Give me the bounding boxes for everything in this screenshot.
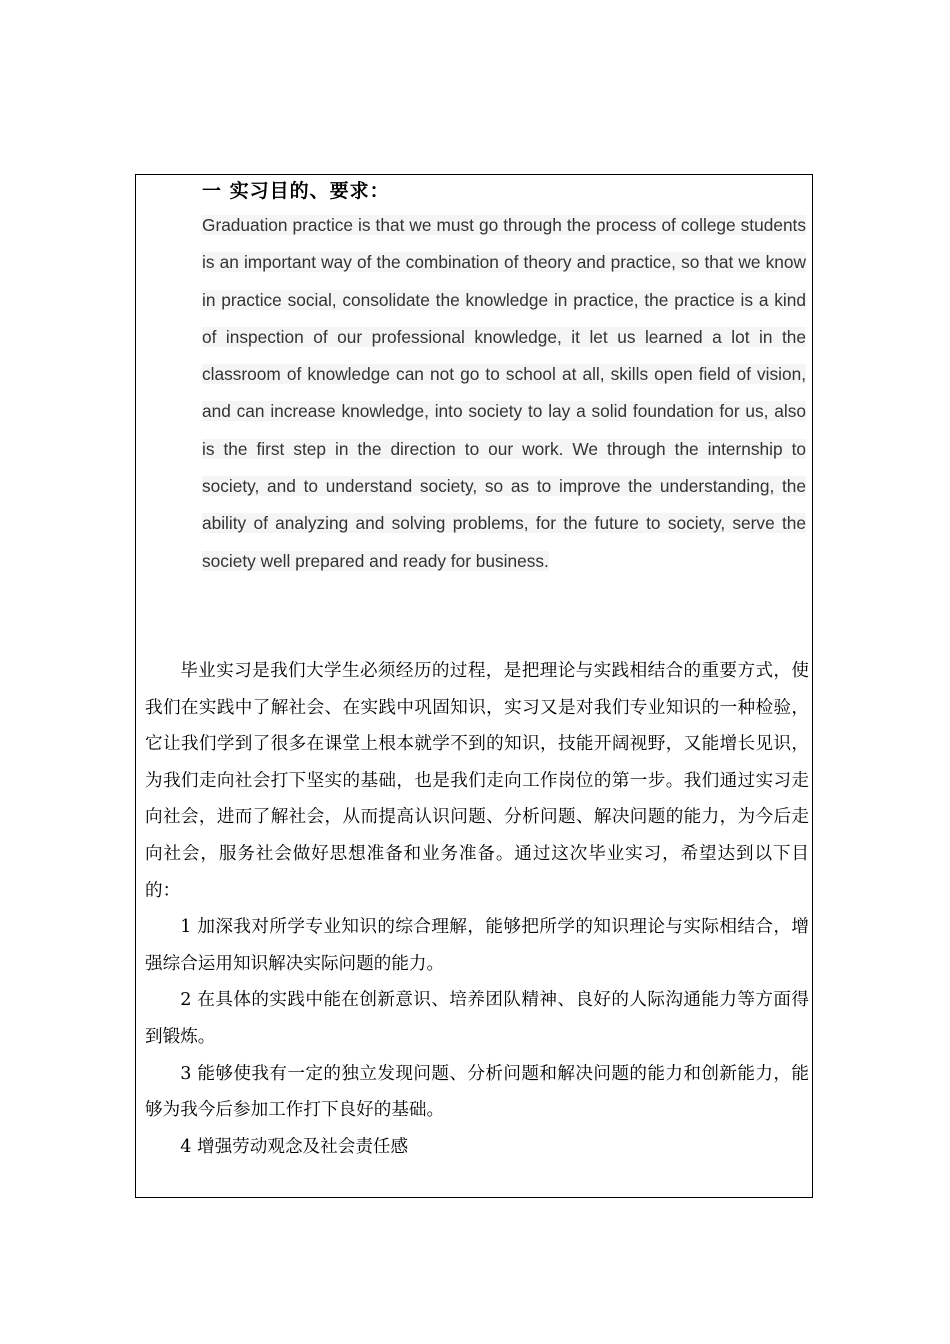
chinese-paragraph-intro: 毕业实习是我们大学生必须经历的过程，是把理论与实践相结合的重要方式，使我们在实践中了解社会、在实践中巩固知识，实习又是对我们专业知识的一种检验，它让我们学到了很多在课堂上根本就学不到的知识，技能开阔视野，又能增长见识，为我们走向社会打下坚实的基础，也是我们走向工作岗位的第一步。我们通过实习走向社会，进而了解社会，从而提高认识问题、分析问题、解决问题的能力，为今后走向社会，服务社会做好思想准备和业务准备。通过这次毕业实习，希望达到以下目的： [145,661,809,901]
chinese-text-block [145,653,809,1165]
content-frame [135,174,813,1198]
english-paragraph [202,207,806,580]
chinese-paragraph-item-1: 1 加深我对所学专业知识的综合理解，能够把所学的知识理论与实际相结合，增强综合运用知识解决实际问题的能力。 [145,917,809,974]
chinese-paragraph-item-4: 4 增强劳动观念及社会责任感 [180,1136,409,1157]
chinese-paragraph-item-2: 2 在具体的实践中能在创新意识、培养团队精神、良好的人际沟通能力等方面得到锻炼。 [145,990,809,1047]
english-paragraph-text: Graduation practice is that we must go through the process of college students is an important way of the combination of theory and practice, so that we know in practice social, consolidate the knowledge in practice, the practice is a kind of inspection of our professional knowledge, it let us learned a lot in the classroom of knowledge can not go to school at all, skills open field of vision, and can increase knowledge, into society to lay a solid foundation for us, also is the first step in the direction to our work. We through the internship to society, and to understand society, so as to improve the understanding, the ability of analyzing and solving problems, for the future to society, serve the society well prepared and ready for business. [202,215,806,571]
section-heading: 一 实习目的、要求： [202,180,390,202]
chinese-paragraph-item-3: 3 能够使我有一定的独立发现问题、分析问题和解决问题的能力和创新能力，能够为我今后参加工作打下良好的基础。 [145,1063,809,1121]
